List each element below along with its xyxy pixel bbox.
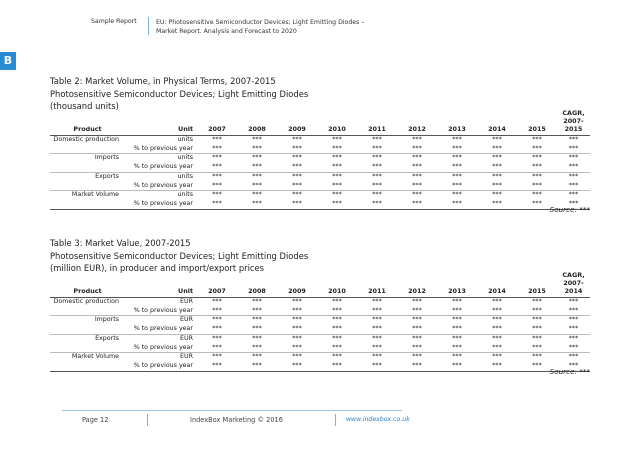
value-cell: ***	[557, 362, 590, 371]
value-cell: ***	[437, 353, 477, 362]
value-cell: ***	[292, 298, 302, 305]
table-2-title: Table 2: Market Volume, in Physical Terms, 2007-2015	[50, 76, 276, 86]
value-cell: ***	[252, 325, 262, 333]
value-cell: ***	[197, 334, 237, 343]
value-cell: ***	[197, 353, 237, 362]
column-header: 2012	[397, 109, 437, 136]
table-row	[50, 316, 590, 325]
value-cell: ***	[372, 343, 382, 351]
value-cell: ***	[437, 200, 477, 209]
table-row	[50, 334, 590, 343]
value-cell: ***	[532, 181, 542, 189]
value-cell: ***	[277, 200, 317, 209]
footer-copyright: IndexBox Marketing © 2016	[190, 416, 283, 424]
value-cell: ***	[412, 298, 422, 305]
value-cell: ***	[212, 144, 222, 152]
value-cell: ***	[437, 172, 477, 181]
value-cell: ***	[317, 172, 357, 181]
unit-cell: EUR	[125, 353, 197, 362]
value-cell: ***	[397, 200, 437, 209]
column-header: 2007	[197, 271, 237, 298]
value-cell: ***	[557, 172, 590, 181]
table-row	[50, 307, 590, 316]
footer-divider	[335, 414, 336, 426]
product-cell	[50, 307, 125, 316]
footer-website-link[interactable]: www.indexbox.co.uk	[346, 416, 410, 423]
value-cell: ***	[252, 136, 262, 143]
value-cell: ***	[517, 353, 557, 362]
value-cell: ***	[237, 362, 277, 371]
table-3-units: (million EUR), in producer and import/export prices	[50, 263, 265, 273]
table-row	[50, 344, 590, 353]
value-cell: ***	[317, 154, 357, 163]
column-header: Unit	[125, 271, 197, 298]
value-cell: ***	[397, 334, 437, 343]
value-cell: ***	[397, 154, 437, 163]
value-cell: ***	[452, 144, 462, 152]
value-cell: ***	[212, 136, 222, 143]
unit-cell: units	[125, 172, 197, 181]
value-cell: ***	[568, 136, 579, 143]
value-cell: ***	[212, 325, 222, 333]
value-cell: ***	[532, 298, 542, 305]
unit-cell: % to previous year	[133, 144, 193, 152]
value-cell: ***	[568, 298, 579, 305]
value-cell: ***	[372, 306, 382, 314]
value-cell: ***	[397, 353, 437, 362]
value-cell: ***	[332, 163, 342, 171]
unit-cell: units	[177, 136, 193, 143]
product-cell: Domestic production	[53, 136, 119, 143]
value-cell: ***	[532, 144, 542, 152]
table-row	[50, 172, 590, 181]
value-cell: ***	[252, 163, 262, 171]
value-cell: ***	[412, 325, 422, 333]
value-cell: ***	[397, 362, 437, 371]
column-header: 2008	[237, 109, 277, 136]
value-cell: ***	[372, 325, 382, 333]
value-cell: ***	[412, 136, 422, 143]
value-cell: ***	[452, 298, 462, 305]
value-cell: ***	[532, 343, 542, 351]
value-cell: ***	[557, 154, 590, 163]
value-cell: ***	[437, 362, 477, 371]
value-cell: ***	[477, 353, 517, 362]
value-cell: ***	[277, 353, 317, 362]
column-header: 2009	[277, 271, 317, 298]
value-cell: ***	[237, 172, 277, 181]
product-cell	[50, 344, 125, 353]
value-cell: ***	[517, 316, 557, 325]
column-header: 2014	[477, 109, 517, 136]
value-cell: ***	[252, 181, 262, 189]
value-cell: ***	[277, 334, 317, 343]
value-cell: ***	[332, 325, 342, 333]
table-3-source: Source: ***	[549, 367, 590, 376]
value-cell: ***	[292, 306, 302, 314]
column-header: 2008	[237, 271, 277, 298]
value-cell: ***	[332, 298, 342, 305]
value-cell: ***	[492, 163, 502, 171]
value-cell: ***	[332, 144, 342, 152]
header-divider	[148, 17, 149, 35]
value-cell: ***	[517, 334, 557, 343]
value-cell: ***	[357, 191, 397, 200]
unit-cell: EUR	[180, 298, 193, 305]
product-cell: Imports	[50, 154, 125, 163]
value-cell: ***	[372, 144, 382, 152]
value-cell: ***	[532, 325, 542, 333]
value-cell: ***	[357, 200, 397, 209]
value-cell: ***	[277, 362, 317, 371]
value-cell: ***	[212, 343, 222, 351]
column-header: 2011	[357, 271, 397, 298]
value-cell: ***	[197, 154, 237, 163]
value-cell: ***	[412, 181, 422, 189]
column-header: CAGR, 2007-2015	[557, 109, 590, 136]
unit-cell: % to previous year	[125, 362, 197, 371]
market-value-table	[50, 271, 590, 372]
column-header: 2010	[317, 271, 357, 298]
table-row	[50, 136, 590, 145]
value-cell: ***	[477, 191, 517, 200]
table-row	[50, 298, 590, 307]
value-cell: ***	[557, 200, 590, 209]
value-cell: ***	[452, 325, 462, 333]
value-cell: ***	[397, 316, 437, 325]
value-cell: ***	[292, 343, 302, 351]
value-cell: ***	[332, 343, 342, 351]
column-header: 2015	[517, 109, 557, 136]
footer-page-number: Page 12	[82, 416, 109, 424]
value-cell: ***	[452, 181, 462, 189]
value-cell: ***	[332, 136, 342, 143]
value-cell: ***	[212, 306, 222, 314]
value-cell: ***	[197, 172, 237, 181]
product-cell	[50, 200, 125, 209]
table-3-caption	[50, 237, 308, 275]
value-cell: ***	[452, 343, 462, 351]
value-cell: ***	[317, 316, 357, 325]
value-cell: ***	[252, 343, 262, 351]
unit-cell: units	[125, 154, 197, 163]
value-cell: ***	[237, 200, 277, 209]
value-cell: ***	[332, 306, 342, 314]
value-cell: ***	[492, 343, 502, 351]
value-cell: ***	[568, 325, 579, 333]
value-cell: ***	[492, 306, 502, 314]
value-cell: ***	[477, 362, 517, 371]
value-cell: ***	[557, 353, 590, 362]
table-3-title: Table 3: Market Value, 2007-2015	[50, 238, 191, 248]
value-cell: ***	[492, 298, 502, 305]
value-cell: ***	[452, 306, 462, 314]
value-cell: ***	[452, 163, 462, 171]
column-header: Unit	[125, 109, 197, 136]
table-3-subtitle: Photosensitive Semiconductor Devices; Light Emitting Diodes	[50, 250, 309, 261]
column-header: 2009	[277, 109, 317, 136]
footer-divider	[147, 414, 148, 426]
product-cell	[50, 182, 125, 191]
value-cell: ***	[452, 136, 462, 143]
table-row	[50, 154, 590, 163]
value-cell: ***	[277, 316, 317, 325]
column-header: 2007	[197, 109, 237, 136]
value-cell: ***	[237, 191, 277, 200]
value-cell: ***	[532, 136, 542, 143]
value-cell: ***	[357, 362, 397, 371]
value-cell: ***	[557, 316, 590, 325]
value-cell: ***	[517, 154, 557, 163]
value-cell: ***	[372, 136, 382, 143]
header-title-line-1: EU: Photosensitive Semiconductor Devices; Light Emitting Diodes –	[156, 19, 365, 26]
value-cell: ***	[357, 172, 397, 181]
value-cell: ***	[252, 144, 262, 152]
value-cell: ***	[317, 353, 357, 362]
value-cell: ***	[492, 144, 502, 152]
value-cell: ***	[252, 298, 262, 305]
table-row	[50, 353, 590, 362]
product-cell	[50, 145, 125, 154]
table-2-source: Source: ***	[549, 205, 590, 214]
value-cell: ***	[397, 191, 437, 200]
value-cell: ***	[532, 163, 542, 171]
value-cell: ***	[212, 163, 222, 171]
header-title-line-2: Market Report. Analysis and Forecast to 2020	[156, 28, 297, 35]
value-cell: ***	[517, 200, 557, 209]
value-cell: ***	[412, 144, 422, 152]
value-cell: ***	[332, 181, 342, 189]
value-cell: ***	[357, 316, 397, 325]
value-cell: ***	[292, 144, 302, 152]
column-header: 2015	[517, 271, 557, 298]
value-cell: ***	[317, 191, 357, 200]
value-cell: ***	[568, 144, 579, 152]
table-row	[50, 182, 590, 191]
value-cell: ***	[372, 163, 382, 171]
unit-cell: EUR	[125, 316, 197, 325]
table-row	[50, 191, 590, 200]
unit-cell: % to previous year	[125, 200, 197, 209]
value-cell: ***	[277, 172, 317, 181]
column-header: 2014	[477, 271, 517, 298]
column-header: Product	[50, 271, 125, 298]
unit-cell: % to previous year	[133, 325, 193, 333]
value-cell: ***	[292, 163, 302, 171]
value-cell: ***	[532, 306, 542, 314]
value-cell: ***	[252, 306, 262, 314]
value-cell: ***	[477, 334, 517, 343]
value-cell: ***	[372, 181, 382, 189]
footer-rule	[62, 410, 402, 411]
table-2-units: (thousand units)	[50, 101, 119, 111]
value-cell: ***	[292, 181, 302, 189]
unit-cell: % to previous year	[133, 163, 193, 171]
value-cell: ***	[357, 353, 397, 362]
column-header: 2011	[357, 109, 397, 136]
value-cell: ***	[477, 200, 517, 209]
product-cell: Market Volume	[50, 353, 125, 362]
table-row	[50, 325, 590, 334]
column-header: CAGR, 2007-2014	[557, 271, 590, 298]
value-cell: ***	[317, 362, 357, 371]
column-header: 2010	[317, 109, 357, 136]
value-cell: ***	[517, 362, 557, 371]
product-cell: Exports	[50, 334, 125, 343]
value-cell: ***	[397, 172, 437, 181]
unit-cell: EUR	[125, 334, 197, 343]
value-cell: ***	[237, 154, 277, 163]
value-cell: ***	[197, 362, 237, 371]
header-report-label: Sample Report	[91, 18, 137, 25]
table-2-caption	[50, 75, 308, 113]
table-row	[50, 163, 590, 172]
table-row	[50, 145, 590, 154]
indexbox-logo-icon: B	[0, 52, 16, 70]
value-cell: ***	[357, 154, 397, 163]
value-cell: ***	[492, 136, 502, 143]
value-cell: ***	[277, 191, 317, 200]
value-cell: ***	[372, 298, 382, 305]
value-cell: ***	[437, 334, 477, 343]
header-report-title	[156, 18, 426, 36]
value-cell: ***	[437, 316, 477, 325]
value-cell: ***	[412, 163, 422, 171]
column-header: 2013	[437, 109, 477, 136]
product-cell: Imports	[50, 316, 125, 325]
value-cell: ***	[477, 154, 517, 163]
value-cell: ***	[197, 191, 237, 200]
unit-cell: % to previous year	[133, 181, 193, 189]
value-cell: ***	[517, 191, 557, 200]
product-cell: Exports	[50, 172, 125, 181]
value-cell: ***	[557, 334, 590, 343]
value-cell: ***	[212, 298, 222, 305]
product-cell	[50, 325, 125, 334]
value-cell: ***	[237, 316, 277, 325]
value-cell: ***	[292, 325, 302, 333]
value-cell: ***	[492, 181, 502, 189]
value-cell: ***	[197, 200, 237, 209]
value-cell: ***	[277, 154, 317, 163]
value-cell: ***	[568, 306, 579, 314]
value-cell: ***	[412, 343, 422, 351]
value-cell: ***	[568, 343, 579, 351]
value-cell: ***	[437, 154, 477, 163]
product-cell: Domestic production	[53, 298, 119, 305]
product-cell	[50, 362, 125, 371]
unit-cell: units	[125, 191, 197, 200]
value-cell: ***	[237, 353, 277, 362]
value-cell: ***	[437, 191, 477, 200]
column-header: 2012	[397, 271, 437, 298]
value-cell: ***	[212, 181, 222, 189]
table-2-subtitle: Photosensitive Semiconductor Devices; Light Emitting Diodes	[50, 88, 309, 99]
value-cell: ***	[568, 181, 579, 189]
value-cell: ***	[357, 334, 397, 343]
value-cell: ***	[237, 334, 277, 343]
column-header: 2013	[437, 271, 477, 298]
value-cell: ***	[412, 306, 422, 314]
column-header: Product	[50, 109, 125, 136]
value-cell: ***	[568, 163, 579, 171]
value-cell: ***	[557, 191, 590, 200]
product-cell: Market Volume	[50, 191, 125, 200]
value-cell: ***	[317, 200, 357, 209]
value-cell: ***	[317, 334, 357, 343]
market-volume-table	[50, 109, 590, 210]
unit-cell: % to previous year	[133, 306, 193, 314]
value-cell: ***	[492, 325, 502, 333]
value-cell: ***	[197, 316, 237, 325]
value-cell: ***	[477, 316, 517, 325]
product-cell	[50, 163, 125, 172]
value-cell: ***	[517, 172, 557, 181]
unit-cell: % to previous year	[133, 343, 193, 351]
value-cell: ***	[292, 136, 302, 143]
value-cell: ***	[477, 172, 517, 181]
